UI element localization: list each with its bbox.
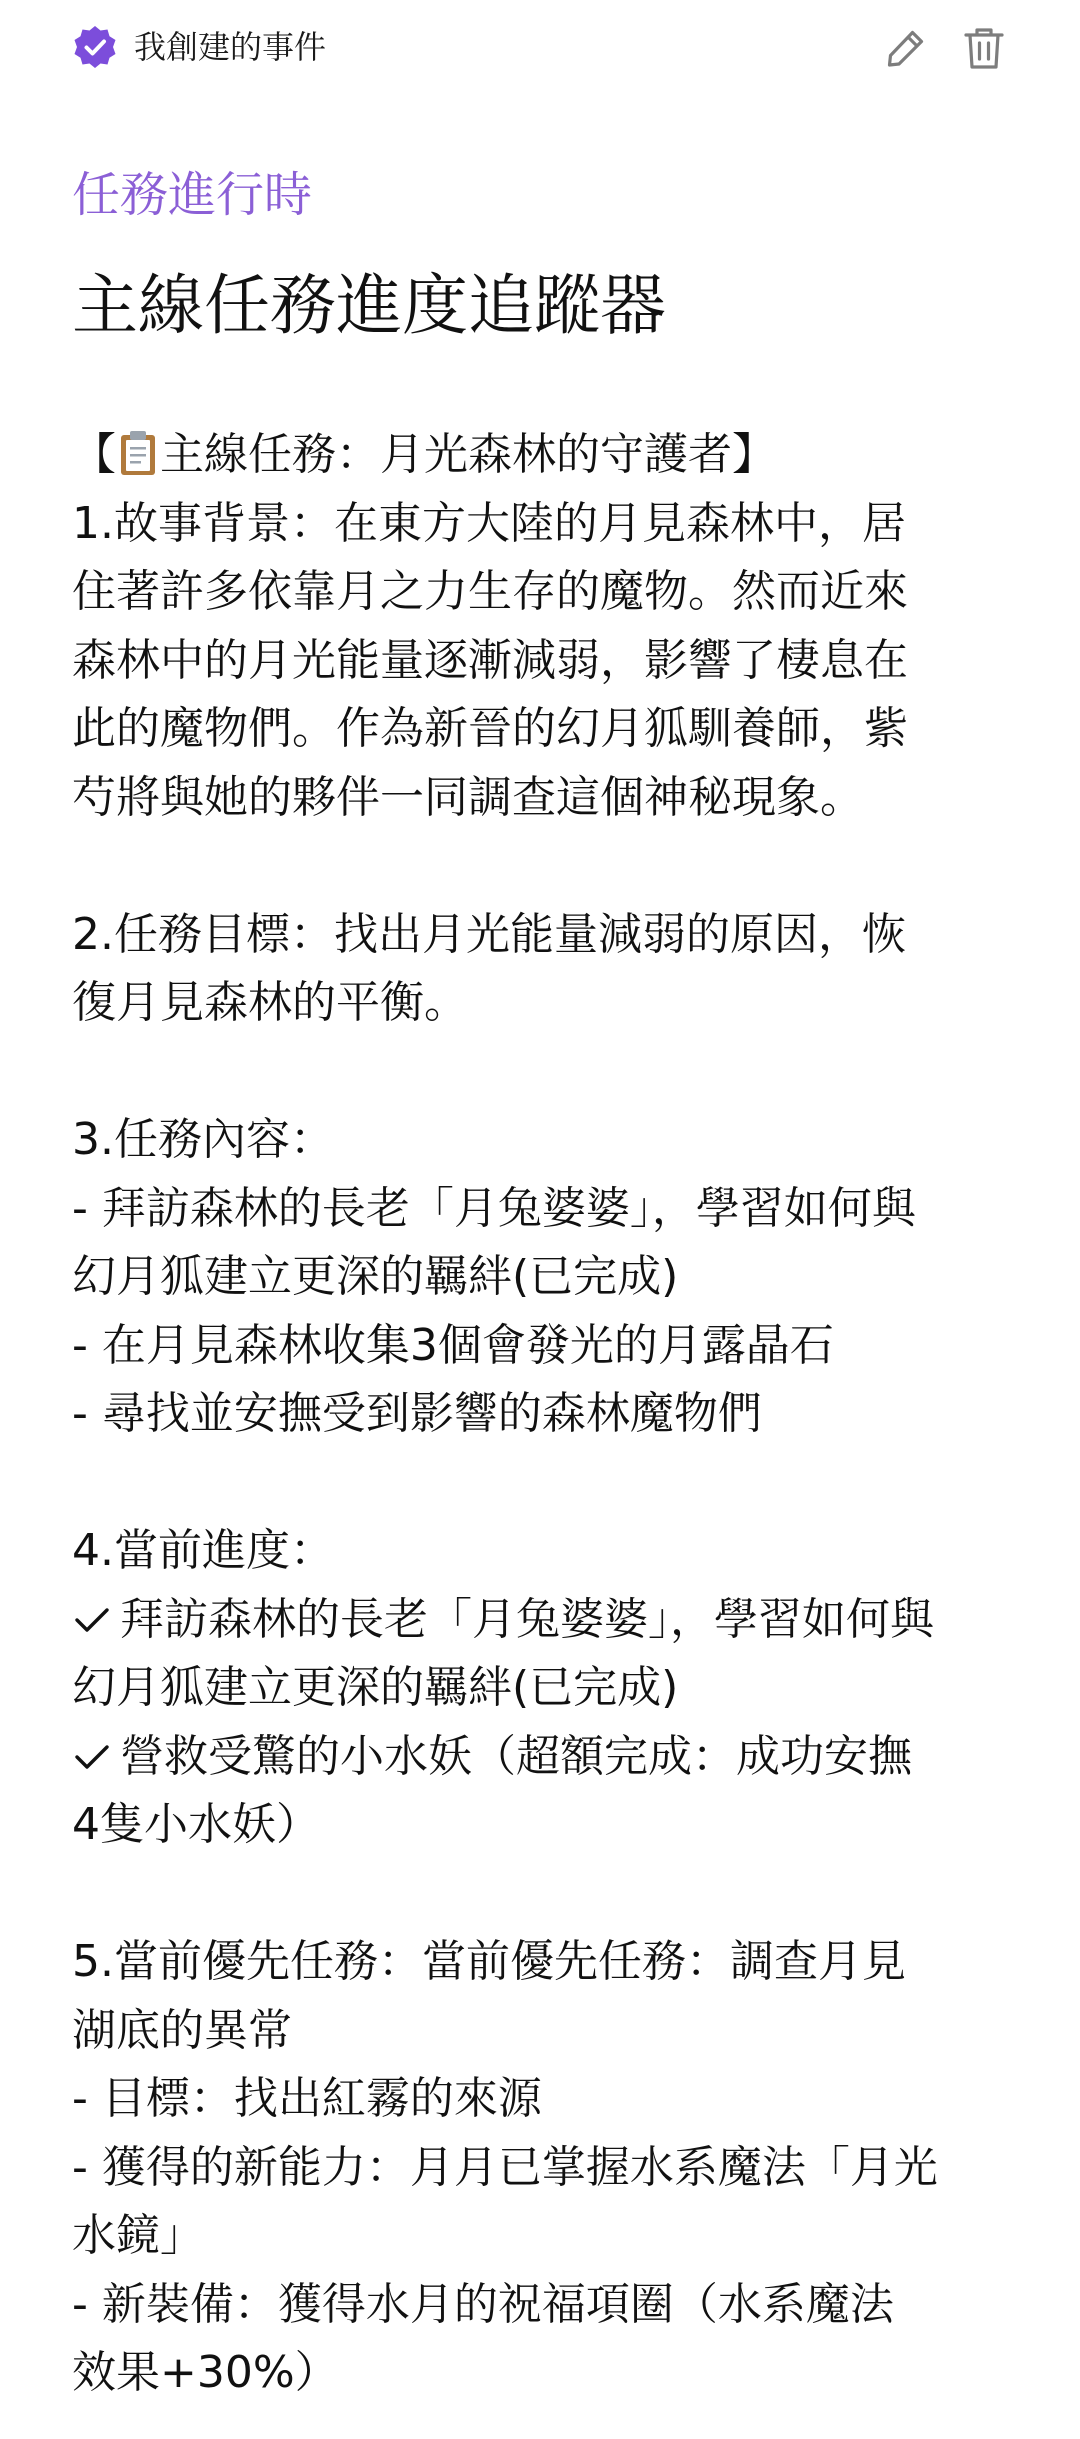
event-category-label: 任務進行時 bbox=[72, 167, 313, 223]
text-line: - 獲得的新能力：月月已掌握水系魔法「月光 bbox=[72, 2141, 938, 2193]
checkmark-icon bbox=[72, 1602, 112, 1638]
text-line: 3.任務內容： bbox=[72, 1114, 334, 1165]
text-line: 5.當前優先任務：當前優先任務：調查月見 bbox=[72, 1936, 906, 1987]
verified-badge-icon bbox=[72, 24, 118, 70]
pencil-icon bbox=[884, 26, 928, 70]
text-line: - 在月見森林收集3個會發光的月露晶石 bbox=[72, 1319, 834, 1371]
blank-line bbox=[72, 1038, 1018, 1107]
text-line: 幻月狐建立更深的羈絆(已完成) bbox=[72, 1251, 679, 1302]
app-header bbox=[0, 0, 1080, 96]
text-line: 復月見森林的平衡。 bbox=[72, 977, 468, 1028]
header-title: 我創建的事件 bbox=[134, 28, 327, 66]
blank-line bbox=[72, 1449, 1018, 1518]
text-line: 住著許多依靠月之力生存的魔物。然而近來 bbox=[72, 566, 908, 617]
text-line: 效果+30%） bbox=[72, 2347, 339, 2398]
text-line: - 拜訪森林的長老「月兔婆婆」，學習如何與 bbox=[72, 1182, 916, 1234]
text-line: - 新裝備：獲得水月的祝福項圈（水系魔法 bbox=[72, 2278, 894, 2330]
text-line: 營救受驚的小水妖（超額完成：成功安撫 bbox=[72, 1723, 1018, 1792]
text-line: 湖底的異常 bbox=[72, 2004, 292, 2056]
text-line: 4.當前進度： bbox=[72, 1525, 334, 1576]
text-line: 【 主線任務：月光森林的守護者】 bbox=[72, 429, 776, 480]
text-line: 2.任務目標：找出月光能量減弱的原因，恢 bbox=[72, 908, 906, 960]
text-line: 幻月狐建立更深的羈絆(已完成) bbox=[72, 1662, 679, 1713]
delete-button[interactable] bbox=[956, 20, 1012, 76]
text-line: 森林中的月光能量逐漸減弱，影響了棲息在 bbox=[72, 634, 908, 686]
text-line: - 目標：找出紅霧的來源 bbox=[72, 2073, 542, 2124]
clipboard-icon bbox=[118, 429, 158, 477]
text-line: 芍將與她的夥伴一同調查這個神秘現象。 bbox=[72, 771, 864, 823]
text-line: - 尋找並安撫受到影響的森林魔物們 bbox=[72, 1388, 762, 1439]
trash-icon bbox=[962, 25, 1006, 71]
text-line: 4隻小水妖） bbox=[72, 1799, 320, 1850]
text-line: 拜訪森林的長老「月兔婆婆」，學習如何與 bbox=[72, 1586, 1018, 1655]
event-description bbox=[72, 421, 1018, 2408]
text-line: 1.故事背景：在東方大陸的月見森林中，居 bbox=[72, 497, 906, 549]
text-line: 水鏡」 bbox=[72, 2210, 204, 2261]
text-line: 此的魔物們。作為新晉的幻月狐馴養師，紫 bbox=[72, 703, 908, 754]
page-title: 主線任務進度追蹤器 bbox=[72, 267, 666, 344]
blank-line bbox=[72, 832, 1018, 901]
edit-button[interactable] bbox=[878, 20, 934, 76]
blank-line bbox=[72, 1860, 1018, 1929]
checkmark-icon bbox=[72, 1739, 112, 1775]
